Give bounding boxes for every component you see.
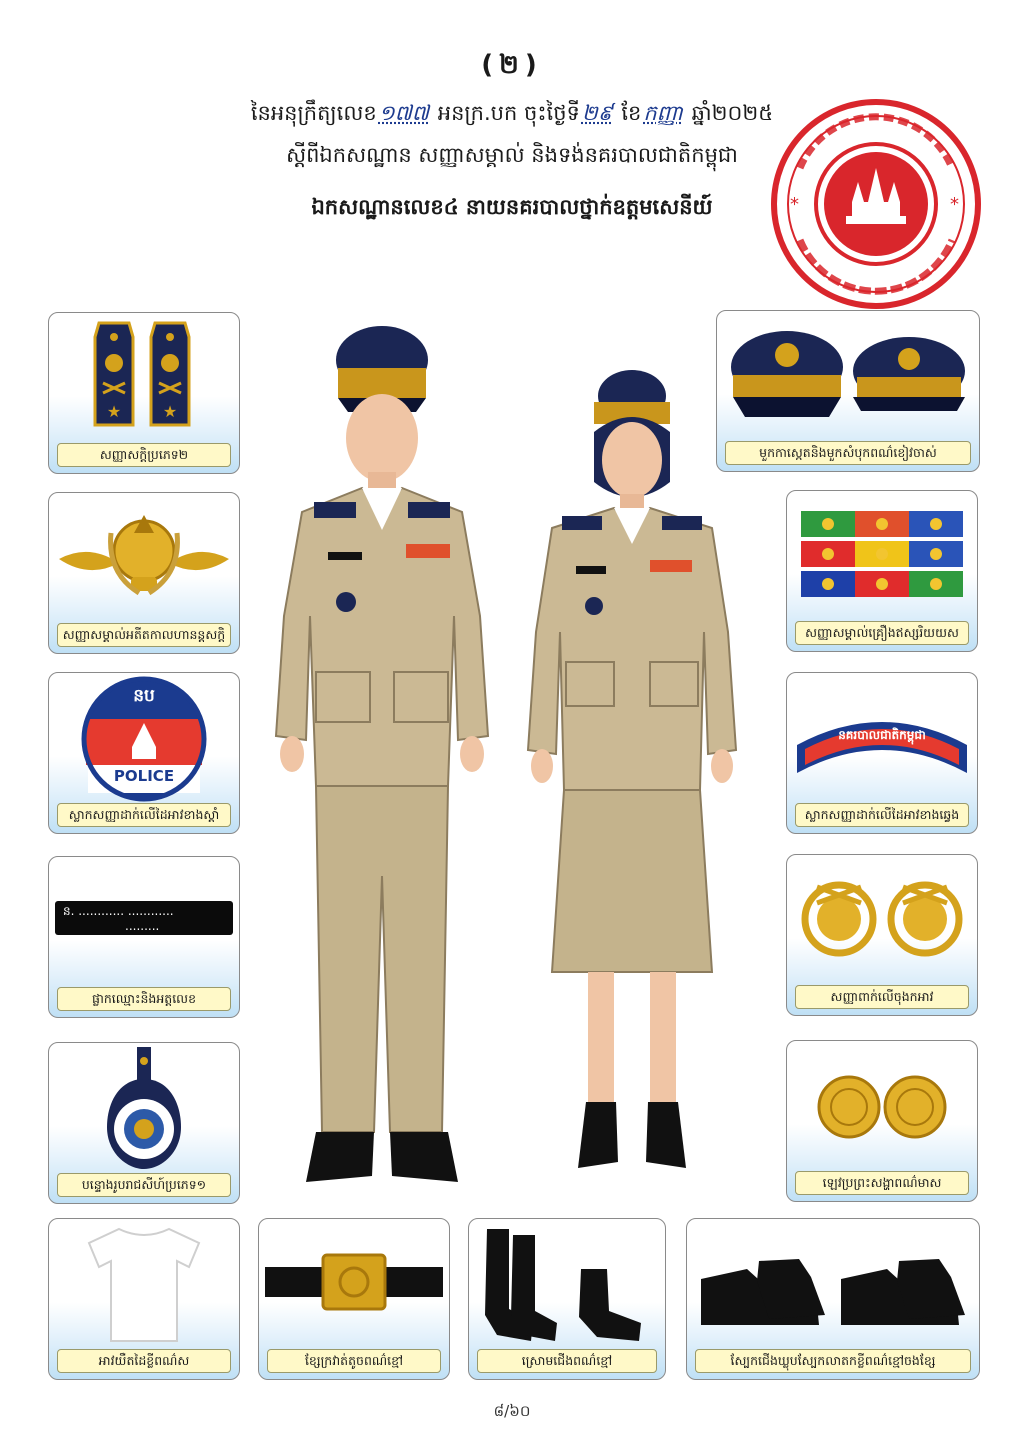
caption-cap-badge: សញ្ញាសម្គាល់អតីតកាលហានន្តសក្តិ	[57, 623, 231, 647]
caption-name-tag: ផ្លាកឈ្មោះនិងអត្តលេខ	[57, 987, 231, 1011]
card-cap-badge	[48, 492, 240, 654]
page-marker: (២)	[481, 50, 543, 80]
decree-subject: ស្ដីពីឯកសណ្ឋាន សញ្ញាសម្គាល់ និងទង់នគរបាលជាតិកម្ពុជា	[286, 143, 738, 167]
card-socks	[468, 1218, 666, 1380]
card-right-shoulder-patch	[48, 672, 240, 834]
patch-top-text: នប	[133, 686, 155, 706]
officer-caps-icon	[717, 311, 979, 443]
collar-wreath-icon	[787, 855, 977, 987]
caption-shoes: ស្បែកជើងឃ្លុបស្បែកលាតកខ្លីពណ៌ខ្មៅចងខ្សែ	[695, 1349, 971, 1373]
decree-prefix: នៃអនុក្រឹត្យលេខ	[250, 101, 377, 125]
name-tag-plate	[55, 901, 233, 935]
lion-pocket-badge-icon	[49, 1043, 239, 1175]
svg-text:*: *	[790, 194, 799, 215]
caption-ribbons: សញ្ញាសម្គាល់គ្រឿងឥស្សរិយយស	[795, 621, 969, 645]
card-shoes	[686, 1218, 980, 1380]
name-tag-text: ន. ............ ............	[63, 904, 174, 918]
female-officer-figure	[522, 362, 742, 1184]
card-rank-insignia	[48, 312, 240, 474]
card-collar-insignia	[786, 854, 978, 1016]
shoulder-board-icon	[49, 313, 239, 445]
decree-year: ឆ្នាំ២០២៥	[691, 101, 774, 125]
patch-bottom-text: POLICE	[113, 767, 175, 785]
caption-right-shoulder-patch: ស្លាកសញ្ញាដាក់លើដៃអាវខាងស្ដាំ	[57, 803, 231, 827]
svg-text:*: *	[950, 194, 959, 215]
gold-button-icon	[787, 1041, 977, 1173]
decree-mid: អនក្រ.បក ចុះថ្ងៃទី	[437, 101, 580, 125]
card-ribbons	[786, 490, 978, 652]
card-caps	[716, 310, 980, 472]
decree-number: ១៧៧	[378, 101, 430, 125]
belt-icon	[259, 1219, 449, 1351]
black-socks-icon	[469, 1219, 665, 1351]
gold-emblem-icon	[49, 493, 239, 625]
card-belt	[258, 1218, 450, 1380]
card-buttons	[786, 1040, 978, 1202]
white-tshirt-icon	[49, 1219, 239, 1351]
caption-tshirt: អាវយឺតដៃខ្លីពណ៌ស	[57, 1349, 231, 1373]
caption-pocket-badge: បន្ទោងរូបរាជសីហ៍ប្រភេទ១	[57, 1173, 231, 1197]
arc-tab-text: នគរបាលជាតិកម្ពុជា	[838, 728, 926, 742]
caption-rank-insignia: សញ្ញាសក្តិប្រភេទ២	[57, 443, 231, 467]
decree-month-label: ខែ	[621, 101, 642, 125]
svg-text:★: ★	[106, 402, 122, 421]
card-name-tag	[48, 856, 240, 1018]
decree-day: ២៩	[581, 101, 613, 125]
caption-socks: ស្រោមជើងពណ៌ខ្មៅ	[477, 1349, 657, 1373]
official-seal	[770, 98, 982, 310]
card-pocket-badge	[48, 1042, 240, 1204]
name-tag-text2: .........	[125, 919, 160, 933]
black-shoes-icon	[687, 1219, 979, 1351]
caption-caps: មួកកាស្កេតនិងមួកសំបុកពណ៌ខៀវចាស់	[725, 441, 971, 465]
male-officer-figure	[262, 316, 502, 1192]
page-number: ៨/៦០	[493, 1402, 531, 1420]
ribbon-bar-icon	[787, 491, 977, 623]
svg-text:★: ★	[162, 402, 178, 421]
card-tshirt	[48, 1218, 240, 1380]
caption-belt: ខ្សែក្រវាត់តូចពណ៌ខ្មៅ	[267, 1349, 441, 1373]
card-left-shoulder-patch	[786, 672, 978, 834]
uniform-title: ឯកសណ្ឋានលេខ៤ នាយនគរបាលថ្នាក់ឧត្ដមសេនីយ៍	[311, 195, 713, 219]
caption-buttons: ឡេវប្រព្រះសង្ហាពណ៌មាស	[795, 1171, 969, 1195]
caption-collar-insignia: សញ្ញាពាក់លើចុងកអាវ	[795, 985, 969, 1009]
decree-month: កញ្ញា	[643, 101, 683, 125]
caption-left-shoulder-patch: ស្លាកសញ្ញាដាក់លើដៃអាវខាងឆ្វេង	[795, 803, 969, 827]
